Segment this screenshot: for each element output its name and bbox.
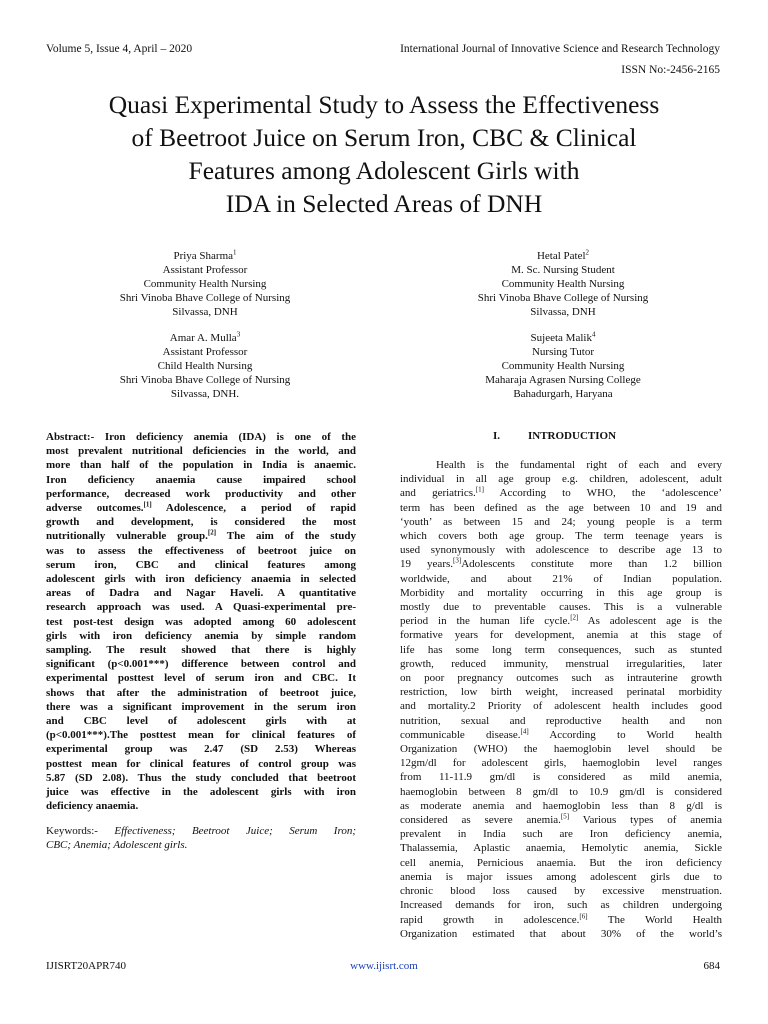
keywords (46, 824, 356, 852)
text-line: 19 years.[3]Adolescents constitute more than 1.2 billion (400, 556, 722, 571)
text-line: chronic blood loss caused by excessive menstruation. (400, 885, 722, 898)
text-line: most prevalent nutritional deficiencies in the world, and (46, 445, 356, 458)
author-affiliation-line: Nursing Tutor (531, 346, 595, 358)
keywords-label: Keywords:- (46, 825, 98, 837)
paper-title (30, 88, 738, 220)
author-affiliation-line: Shri Vinoba Bhave College of Nursing (477, 292, 649, 304)
author-name: Hetal Patel$^2$ (536, 248, 590, 262)
text-line: which covers both age group. The term teenage years is (400, 530, 722, 543)
author-affiliation-line: Child Health Nursing (157, 360, 253, 372)
author-affiliation-line: M. Sc. Nursing Student (511, 264, 615, 276)
text-line: and CBC level of adolescent girls with at (46, 715, 356, 728)
text-line: as moderate anemia and haemoglobin less than 8 g/dl is (400, 799, 722, 812)
text-line: more than half of the population in India is anaemic. (46, 459, 356, 472)
text-line: nutrition, sexual and reproductive health and non (400, 714, 722, 727)
text-line: Morbidity and mortality occurring in this age group is (400, 586, 722, 599)
text-line: ‘youth’ as between 15 and 24; young people is a term (400, 515, 722, 528)
text-line: experimental posttest level of serum iron and CBC. It (46, 672, 356, 685)
text-line: restriction, low birth weight, increased perinatal morbidity (400, 686, 722, 699)
section-number: I. (493, 430, 501, 442)
author-affiliation-line: Assistant Professor (162, 264, 248, 276)
author-4 (438, 331, 688, 401)
text-line: on poor pregnancy outcomes such as intrauterine growth (400, 672, 722, 685)
title-line: IDA in Selected Areas of DNH (225, 189, 543, 218)
text-line: life has some long term consequences, such as stunted (400, 643, 722, 656)
text-line: 5.87 (SD 2.08). Thus the study concluded that beetroot (46, 771, 356, 784)
text-line: areas of Dadra and Nagar Haveli. A quantitative (46, 587, 356, 600)
article-id: IJISRT20APR740 (46, 960, 127, 972)
text-line: worldwide, and about 21% of Indian population. (400, 572, 722, 585)
text-line: test post-test design was adopted among 60 adolescent (46, 615, 356, 628)
text-line: individual in all age group e.g. children, adolescent, adult (400, 473, 722, 486)
text-line: formative years for development, anemia at this stage of (400, 629, 722, 642)
author-affiliation-line: Community Health Nursing (143, 278, 267, 290)
author-affiliation-line: Bahadurgarh, Haryana (513, 388, 613, 400)
text-line: Iron deficiency anaemia cause impaired school (46, 473, 356, 486)
text-line: growth, reduced immunity, menstrual irregularities, later (400, 657, 722, 670)
text-line: from 11-11.9 gm/dl is considered as mild anemia, (400, 771, 722, 784)
text-line: (p<0.001***).The posttest mean for clinical features of (46, 729, 356, 742)
text-line: used synonymously with adolescence to describe age 13 to (400, 544, 722, 557)
title-line: Quasi Experimental Study to Assess the Effectiveness (108, 90, 660, 119)
issn: ISSN No:-2456-2165 (621, 64, 720, 76)
author-3 (80, 331, 330, 401)
author-affiliation-line: Community Health Nursing (501, 360, 625, 372)
text-line: Health is the fundamental right of each and every (436, 459, 722, 471)
text-line: prevalent in India such are Iron deficiency anemia, (400, 828, 722, 841)
text-line: rapid growth in adolescence.[6] The World Health (400, 911, 722, 926)
text-line: 12gm/dl for adolescent girls, haemoglobin level ranges (400, 757, 722, 770)
text-line: experimental group was 2.47 (SD 2.53) Whereas (46, 743, 356, 756)
text-line: posttest mean for clinical features of control group was (46, 757, 356, 770)
journal-name: International Journal of Innovative Science and Research Technology (400, 43, 720, 55)
abstract (46, 430, 356, 813)
author-affiliation-line: Community Health Nursing (501, 278, 625, 290)
volume-issue: Volume 5, Issue 4, April – 2020 (46, 43, 193, 55)
author-affiliation-line: Silvassa, DNH (172, 306, 238, 318)
title-line: of Beetroot Juice on Serum Iron, CBC & Clinical (131, 123, 637, 152)
text-line: Organization estimated that about 30% of the world’s (400, 927, 722, 940)
page-number: 684 (703, 960, 720, 972)
text-line: sampling. The result showed that there is highly (46, 644, 356, 657)
text-line: period in the human life cycle.[2] As adolescent age is the (400, 613, 722, 628)
text-line: anemia is major issues among adolescent girls due to (400, 870, 722, 883)
title-line: Features among Adolescent Girls with (188, 156, 580, 185)
text-line: deficiency anaemia. (46, 800, 139, 813)
text-line: research approach was used. A Quasi-experimental pre- (46, 601, 356, 614)
text-line: and geriatrics.[1] According to WHO, the ‘adolescence’ (400, 485, 722, 500)
author-affiliation-line: Assistant Professor (162, 346, 248, 358)
text-line: and mortality.2 Priority of adolescent health includes good (400, 700, 722, 713)
author-name: Sujeeta Malik$^4$ (530, 330, 596, 344)
text-line: juice was effective in the adolescent girls with iron (46, 786, 356, 799)
text-line: was to assess the effectiveness of beetroot juice on (46, 544, 356, 557)
text-line: Organization (WHO) the haemoglobin level should be (400, 743, 722, 756)
keywords-line: Keywords:- Effectiveness; Beetroot Juice; Serum Iron; (46, 825, 356, 837)
text-line: shows that after the administration of beetroot juice, (46, 686, 356, 699)
text-line: Increased demands for iron, such as children undergoing (400, 899, 722, 912)
introduction-text (400, 458, 722, 941)
author-affiliation-line: Silvassa, DNH (530, 306, 596, 318)
text-line: term has been defined as the age between 10 and 19 and (400, 501, 722, 514)
text-line: there was a significant improvement in the serum iron (46, 700, 356, 713)
text-line: adolescent girls with iron deficiency anaemia in selected (46, 573, 356, 586)
text-line: communicable disease.[4] According to World health (400, 727, 722, 741)
text-line: growth and development, is considered the most (46, 516, 356, 529)
text-line: nutritionally vulnerable group.[2] The aim of the study (46, 528, 356, 543)
author-name: Priya Sharma$^1$ (173, 248, 237, 262)
author-1 (80, 249, 330, 319)
text-line: considered as severe anemia.[5] Various types of anemia (400, 812, 722, 827)
text-line: Abstract:- Iron deficiency anemia (IDA) is one of the (46, 431, 356, 443)
text-line: Thalassemia, Aplastic anaemia, Hemolytic anemia, Sickle (400, 842, 722, 855)
text-line: significant (p<0.001***) difference between control and (46, 658, 356, 671)
text-line: serum iron, CBC and clinical features among (46, 558, 356, 571)
section-title: INTRODUCTION (528, 430, 617, 442)
author-2 (438, 249, 688, 319)
author-affiliation-line: Shri Vinoba Bhave College of Nursing (119, 374, 291, 386)
author-affiliation-line: Shri Vinoba Bhave College of Nursing (119, 292, 291, 304)
journal-website-link[interactable]: www.ijisrt.com (350, 960, 418, 972)
author-name: Amar A. Mulla$^3$ (169, 330, 241, 344)
text-line: adverse outcomes.[1] Adolescence, a period of rapid (46, 500, 356, 515)
keywords-line: CBC; Anemia; Adolescent girls. (46, 839, 188, 852)
text-line: girls with iron deficiency anemia by simple random (46, 629, 356, 642)
text-line: haemoglobin between 8 gm/dl to 10.9 gm/dl is considered (400, 785, 722, 798)
text-line: performance, decreased work productivity and other (46, 487, 356, 500)
author-affiliation-line: Maharaja Agrasen Nursing College (485, 374, 641, 386)
author-affiliation-line: Silvassa, DNH. (170, 388, 240, 400)
text-line: mostly due to preventable causes. This is a vulnerable (400, 601, 722, 614)
text-line: cell anemia, Pernicious anaemia. But the iron deficiency (400, 856, 722, 869)
